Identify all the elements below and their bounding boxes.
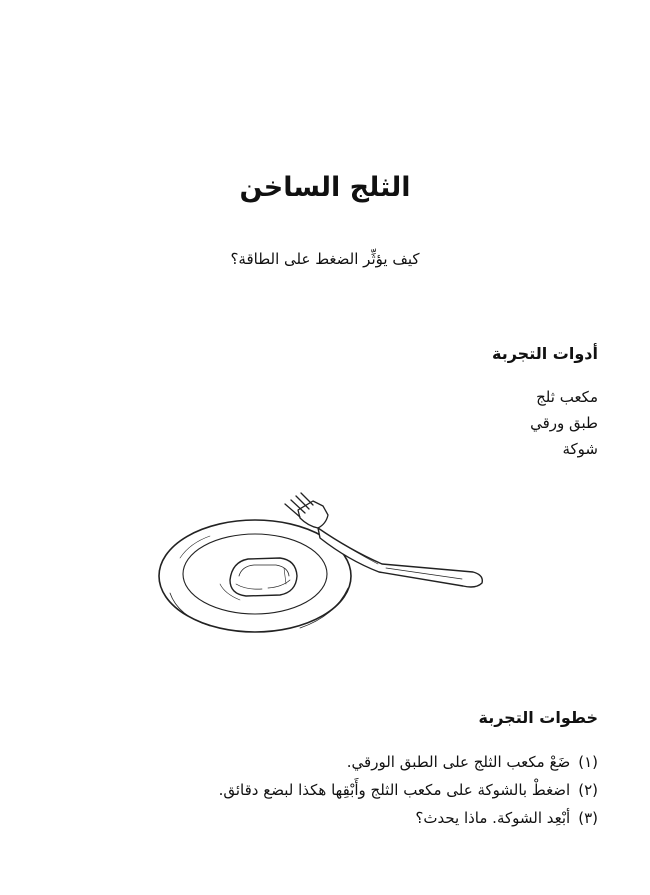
tools-list	[530, 384, 598, 462]
tool-item: شوكة	[562, 440, 598, 458]
experiment-question: كيف يؤثِّر الضغط على الطاقة؟	[230, 250, 420, 268]
tools-heading: أدوات التجربة	[492, 344, 598, 363]
tool-item: طبق ورقي	[530, 414, 598, 432]
tool-item: مكعب ثلج	[536, 388, 598, 406]
step-text: ضَعْ مكعب الثلج على الطبق الورقي.	[346, 753, 571, 771]
steps-list	[219, 748, 598, 832]
step-item	[219, 804, 598, 832]
page-title: الثلج الساخن	[239, 172, 411, 203]
step-number: (٢)	[578, 781, 598, 799]
step-number: (١)	[578, 753, 598, 771]
step-item	[219, 748, 598, 776]
steps-heading: خطوات التجربة	[478, 708, 598, 727]
step-text: اضغطْ بالشوكة على مكعب الثلج وأَبْقِها هكذا لبضع دقائق.	[218, 781, 571, 799]
plate-ice-fork-illustration	[150, 488, 500, 638]
step-text: أبْعِد الشوكة. ماذا يحدث؟	[415, 809, 571, 827]
ice-cube-icon	[220, 558, 297, 600]
fork-icon	[285, 493, 482, 587]
step-item	[219, 776, 598, 804]
step-number: (٣)	[578, 809, 598, 827]
